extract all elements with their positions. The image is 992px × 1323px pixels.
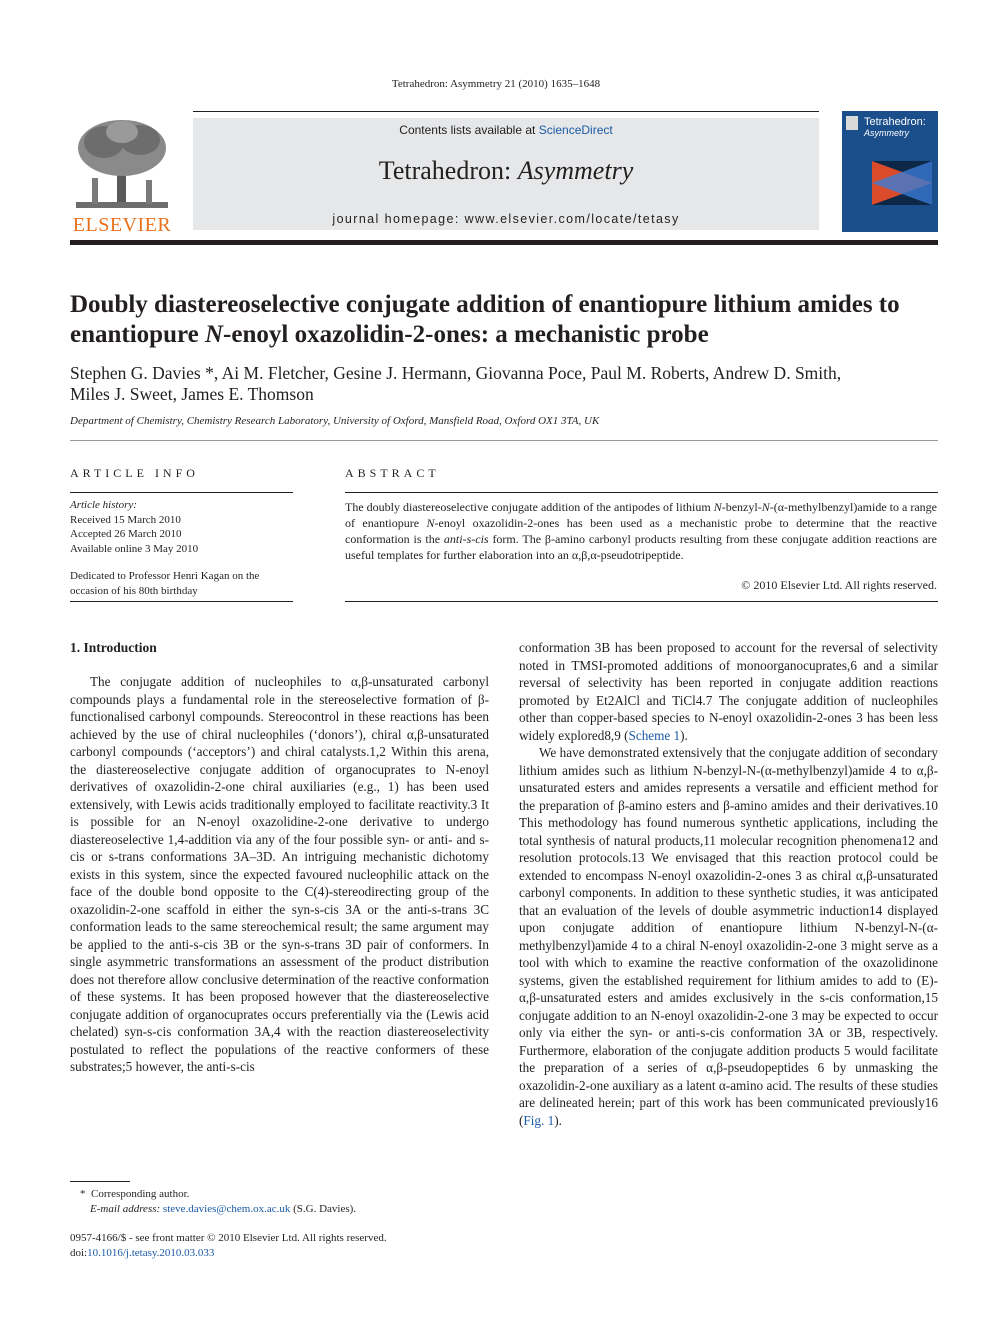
abstract-text: The doubly diastereoselective conjugate addition of the antipodes of lithium N-benzyl-N-(α-methylbenzyl)amide to a range of enantiopure N-enoyl oxazolidin-2-ones has been used as a mechanistic probe to determine that the reactive conformation is the anti-s-cis form. The β-amino carbonyl products resulting from these conjugate addition reactions are useful templates for further elaboration into an α,β,α-pseudotripeptide. [345,500,937,562]
journal-citation: Tetrahedron: Asymmetry 21 (2010) 1635–1648 [391,78,601,90]
fig-1-link[interactable]: Fig. 1 [523,1112,555,1128]
elsevier-tree-icon [70,118,174,212]
article-title: Doubly diastereoselective conjugate addition of enantiopure lithium amides to enantiopure N-enoyl oxazolidin-2-ones: a mechanistic probe [70,291,900,348]
article-info-heading: ARTICLE INFO [70,466,199,480]
journal-title: Tetrahedron: Asymmetry [378,156,634,185]
accepted-date: Accepted 26 March 2010 [70,528,182,540]
intro-paragraph-2: conformation 3B has been proposed to account for the reversal of selectivity noted in TMSI-promoted additions of monoorganocuprates,6 and a similar reversal of selectivity has been reported in conjugate addition reactions promoted by Et2AlCl and TiCl4.7 The conjugate addition of nucleophiles other than copper-based species to N-enoyl oxazolidin-2-ones 3 has been less widely explored8,9 (Scheme 1). [519,640,938,743]
journal-banner [193,118,819,230]
affiliation-rule [70,440,938,441]
cover-title: Tetrahedron: Asymmetry [864,116,926,138]
issn-line: 0957-4166/$ - see front matter © 2010 Elsevier Ltd. All rights reserved. [70,1232,387,1244]
banner-top-rule [193,111,819,112]
article-info-rule [70,492,293,493]
corresponding-author-footnote [70,1187,490,1216]
right-column [519,639,938,1219]
header-thick-rule [70,240,938,245]
doi-link[interactable]: 10.1016/j.tetasy.2010.03.033 [87,1246,215,1259]
scheme-1-link[interactable]: Scheme 1 [628,727,681,743]
sciencedirect-link[interactable]: ScienceDirect [538,123,613,137]
footnote-author-line: * Corresponding author. [80,1188,190,1200]
author-email-link[interactable]: steve.davies@chem.ox.ac.uk [162,1202,291,1215]
elsevier-logo [70,118,174,236]
dedication: Dedicated to Professor Henri Kagan on the occasion of his 80th birthday [70,570,260,597]
journal-cover-thumbnail [842,111,938,232]
intro-paragraph-1: The conjugate addition of nucleophiles to α,β-unsaturated carbonyl compounds plays a fundamental role in the stereoselective formation of β-functionalised carbonyl compounds. Stereocontrol in these reactions has been achieved by the use of chiral nucleophiles (‘donors’), chiral α,β-unsaturated carbonyl compounds (‘acceptors’) and chiral catalysts.1,2 Within this arena, the diastereoselective conjugate addition of organocuprates to N-enoyl derivatives of oxazolidin-2-one chiral auxiliaries (e.g., 1) has been used extensively, with Lewis acids traditionally employed to facilitate reactivity.3 It is possible for an N-enoyl oxazolidine-2-one derivative to undergo diastereoselective 1,4-addition via any of the four possible syn- or anti- and s-cis or s-trans conformations 3A–3D. An intriguing mechanistic dichotomy exists in this system, since the expected favoured nucleophilic attack on the face of the double bond opposite to the C(4)-stereodirecting group of the oxazolidin-2-one scaffold in either the syn-s-cis 3A or the anti-s-trans 3C conformation leads to the same stereochemical result; the same argument may be applied to the anti-s-cis 3B or the syn-s-trans 3D pair of conformers. In single asymmetric transformations an assessment of the product distribution does not therefore allow conclusive determination of the reactive conformation of these systems. It has been proposed however that the diastereoselective conjugate addition of organocuprates occurs preferentially via the (Lewis acid chelated) syn-s-cis conformation 3A,4 with the reaction diastereoselectivity postulated to reflect the populations of the reactive conformers of these substrates;5 however, the anti-s-cis [70,674,489,1074]
footnote-rule [70,1181,130,1182]
authors-line-2[interactable]: Miles J. Sweet, James E. Thomson [70,384,314,404]
front-matter [70,1231,490,1260]
article-history [70,498,295,556]
abstract-rule [345,492,938,493]
abstract-copyright: © 2010 Elsevier Ltd. All rights reserved. [741,578,937,592]
cover-graphic-icon [872,161,932,205]
intro-paragraph-3: We have demonstrated extensively that the conjugate addition of secondary lithium amides such as lithium N-benzyl-N-(α-methylbenzyl)amide 4 to α,β-unsaturated esters and amides represents a versatile and efficient method for the preparation of β-amino esters and β-amino amides and their derivatives.10 This methodology has found numerous synthetic applications, including the total synthesis of natural products,11 molecular recognition phenomena12 and resolution protocols.13 We envisaged that this reaction protocol could be extended to encompass N-enoyl oxazolidin-2-ones 3 as chiral α,β-unsaturated carbonyl components. In addition to these synthetic studies, it was anticipated that an evaluation of the levels of double asymmetric induction14 displayed upon conjugate addition of enantiopure lithium N-benzyl-N-(α-methylbenzyl)amide 4 to a chiral N-enoyl oxazolidin-2-one 3 might serve as a tool with which to examine the reactive conformation of the oxazolidinone systems, given the established requirement for lithium amides to add to (E)-α,β-unsaturated esters and amides exclusively in the s-cis conformation,15 conjugate addition to an N-enoyl oxazolidin-2-one 3 may be expected to occur only via either the syn- or anti-s-cis conformation 3A or 3B, respectively. Furthermore, elaboration of the conjugate addition products 5 would facilitate the preparation of a series of α,β-pseudopeptides 6 by unmasking the oxazolidin-2-one auxiliary as a latent α-amino acid. The results of these studies are delineated herein; part of this work has been communicated previously16 (Fig. 1). [519,745,938,1128]
left-column [70,673,489,1153]
article-info-bottom-rule [70,601,293,602]
introduction-heading: 1. Introduction [70,640,157,655]
elsevier-wordmark: ELSEVIER [72,214,172,236]
abstract-heading: ABSTRACT [345,466,440,480]
footnote-email-line: E-mail address: steve.davies@chem.ox.ac.uk (S.G. Davies). [90,1202,357,1215]
author-list [70,363,945,405]
contents-line: Contents lists available at ScienceDirect [399,123,613,137]
authors-line-1[interactable]: Stephen G. Davies *, Ai M. Fletcher, Gesine J. Hermann, Giovanna Poce, Paul M. Roberts, Andrew D. Smith, [70,363,842,383]
doi-line: doi:10.1016/j.tetasy.2010.03.033 [70,1246,215,1259]
received-date: Received 15 March 2010 [70,513,181,526]
cover-logo-icon [846,116,858,130]
journal-homepage[interactable]: journal homepage: www.elsevier.com/locate/tetasy [332,212,680,226]
affiliation: Department of Chemistry, Chemistry Research Laboratory, University of Oxford, Mansfield Road, Oxford OX1 3TA, UK [70,415,600,427]
abstract-bottom-rule [345,601,938,602]
online-date: Available online 3 May 2010 [70,542,199,555]
history-label: Article history: [70,499,137,511]
